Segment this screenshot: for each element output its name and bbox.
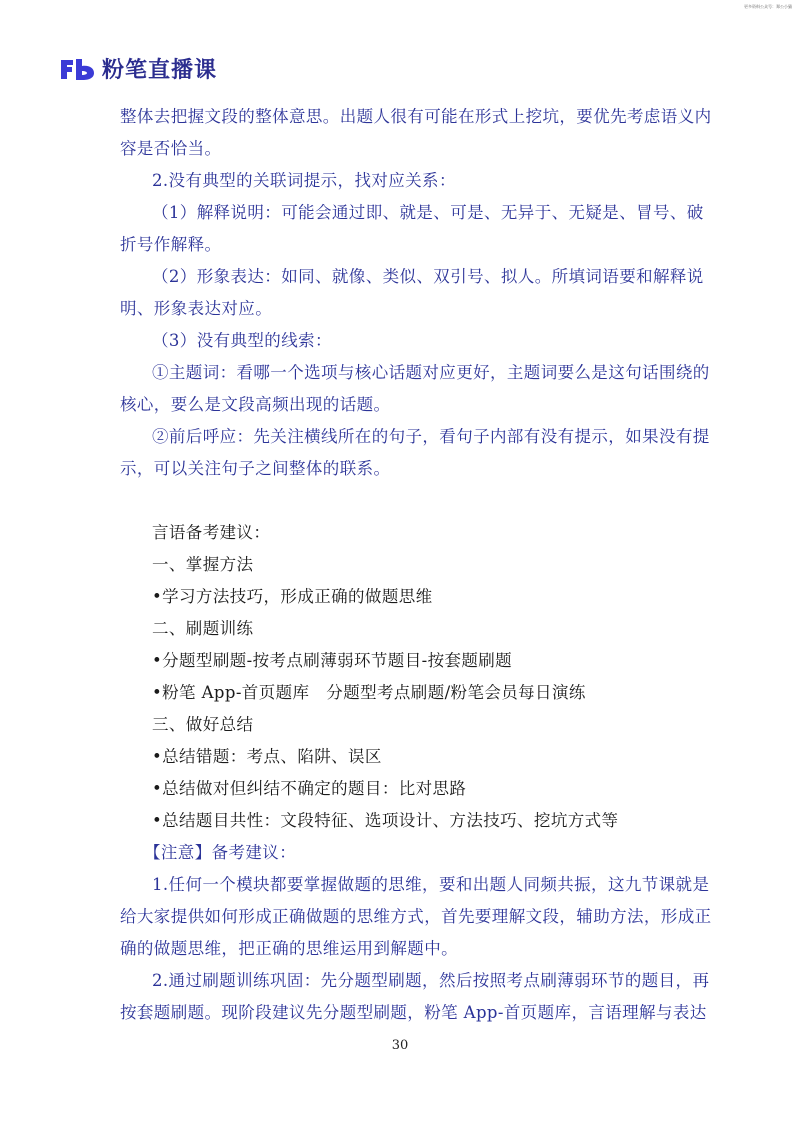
bullet-item: •粉笔 App-首页题库 分题型考点刷题/粉笔会员每日演练 bbox=[152, 683, 586, 702]
paragraph-line: 明、形象表达对应。 bbox=[120, 299, 273, 318]
bullet-item: •总结错题：考点、陷阱、误区 bbox=[152, 747, 382, 766]
paragraph-line: 给大家提供如何形成正确做题的思维方式，首先要理解文段，辅助方法，形成正 bbox=[120, 907, 712, 926]
paragraph-line: 示，可以关注句子之间整体的联系。 bbox=[120, 459, 391, 478]
bullet-item: •分题型刷题-按考点刷薄弱环节题目-按套题刷题 bbox=[152, 651, 513, 670]
note-heading: 【注意】备考建议： bbox=[144, 843, 297, 862]
paragraph-line: 确的做题思维，把正确的思维运用到解题中。 bbox=[120, 939, 458, 958]
paragraph-line: 折号作解释。 bbox=[120, 235, 222, 254]
paragraph-line: （3）没有典型的线索： bbox=[152, 331, 332, 350]
paragraph-line: 2.没有典型的关联词提示，找对应关系： bbox=[152, 171, 456, 190]
paragraph-line: ②前后呼应：先关注横线所在的句子，看句子内部有没有提示，如果没有提 bbox=[152, 427, 710, 446]
section-heading: 言语备考建议： bbox=[152, 523, 271, 542]
paragraph-line: 1.任何一个模块都要掌握做题的思维，要和出题人同频共振，这九节课就是 bbox=[152, 875, 710, 894]
paragraph-line: 按套题刷题。现阶段建议先分题型刷题，粉笔 App-首页题库，言语理解与表达 bbox=[120, 1003, 707, 1022]
section-heading: 一、掌握方法 bbox=[152, 555, 254, 574]
paragraph-line: （1）解释说明：可能会通过即、就是、可是、无异于、无疑是、冒号、破 bbox=[152, 203, 704, 222]
section-heading: 三、做好总结 bbox=[152, 715, 254, 734]
corner-note: 更多资料公众号：郑公小猫 bbox=[744, 4, 792, 9]
bullet-item: •总结做对但纠结不确定的题目：比对思路 bbox=[152, 779, 467, 798]
paragraph-line: 核心，要么是文段高频出现的话题。 bbox=[120, 395, 391, 414]
paragraph-line: ①主题词：看哪一个选项与核心话题对应更好，主题词要么是这句话围绕的 bbox=[152, 363, 710, 382]
bullet-item: •学习方法技巧，形成正确的做题思维 bbox=[152, 587, 433, 606]
paragraph-line: 整体去把握文段的整体意思。出题人很有可能在形式上挖坑，要优先考虑语义内 bbox=[120, 107, 712, 126]
logo-text: 粉笔直播课 bbox=[102, 58, 218, 83]
section-heading: 二、刷题训练 bbox=[152, 619, 254, 638]
bullet-item: •总结题目共性：文段特征、选项设计、方法技巧、挖坑方式等 bbox=[152, 811, 619, 830]
paragraph-line: （2）形象表达：如同、就像、类似、双引号、拟人。所填词语要和解释说 bbox=[152, 267, 704, 286]
page-number: 30 bbox=[391, 1038, 409, 1053]
paragraph-line: 2.通过刷题训练巩固：先分题型刷题，然后按照考点刷薄弱环节的题目，再 bbox=[152, 971, 710, 990]
paragraph-line: 容是否恰当。 bbox=[120, 139, 222, 158]
